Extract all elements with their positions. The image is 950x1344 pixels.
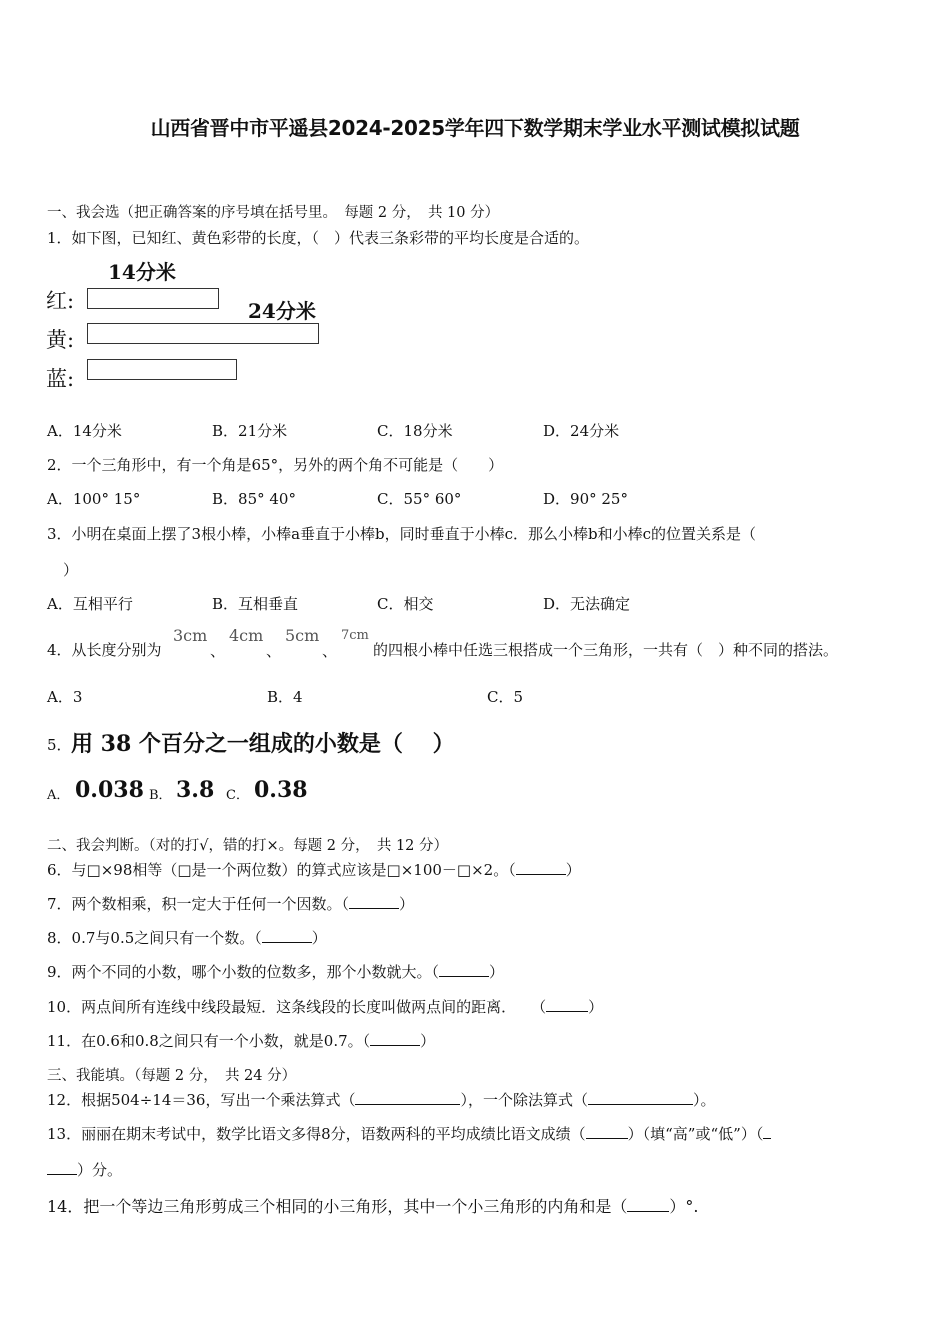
- q1-option-c: C．18分米: [377, 422, 453, 440]
- answer-blank[interactable]: [516, 860, 566, 875]
- q5-option-c-value: 0.38: [254, 777, 308, 803]
- q5-option-b-letter: B．: [149, 788, 172, 803]
- answer-blank[interactable]: [355, 1090, 460, 1105]
- q3-option-a: A．互相平行: [47, 595, 133, 613]
- q5-option-a-letter: A．: [47, 788, 70, 803]
- blue-ribbon-bar: [87, 359, 237, 380]
- section-one-heading: 一、我会选（把正确答案的序号填在括号里。 每题 2 分， 共 10 分）: [47, 205, 500, 221]
- judge-item: [47, 961, 504, 982]
- answer-blank[interactable]: [627, 1197, 669, 1212]
- close-paren: ）: [311, 929, 327, 947]
- q3-option-d: D．无法确定: [543, 595, 631, 613]
- close-paren: ）: [399, 895, 415, 913]
- q13-part-b: ）（填“高”或“低”）（: [627, 1125, 764, 1143]
- question-12: [47, 1089, 716, 1110]
- yellow-ribbon-bar: [87, 323, 319, 344]
- answer-blank[interactable]: [262, 928, 312, 943]
- judge-10-text: 10．两点间所有连线中线段最短．这条线段的长度叫做两点间的距离． （: [47, 998, 547, 1016]
- judge-8-text: 8．0.7与0.5之间只有一个数。（: [47, 929, 262, 947]
- q2-option-d: D．90° 25°: [543, 490, 628, 508]
- answer-blank[interactable]: [546, 997, 588, 1012]
- judge-6-text: 6．与□×98相等（□是一个两位数）的算式应该是□×100－□×2。（: [47, 861, 516, 879]
- judge-item: [47, 1030, 435, 1051]
- red-ribbon-label: 红:: [46, 289, 75, 313]
- q1-option-d: D．24分米: [543, 422, 620, 440]
- answer-blank[interactable]: [370, 1031, 420, 1046]
- yellow-ribbon-label: 黄:: [46, 328, 75, 352]
- q4-option-a: A．3: [47, 688, 83, 706]
- judge-item: [47, 996, 603, 1017]
- judge-11-text: 11．在0.6和0.8之间只有一个小数，就是0.7。（: [47, 1032, 371, 1050]
- close-paren: ）: [489, 963, 505, 981]
- red-length-label: 14分米: [108, 260, 176, 284]
- q12-part-b: ），一个除法算式（: [460, 1091, 588, 1109]
- q1-option-a: A．14分米: [47, 422, 122, 440]
- length-7cm: 7cm: [341, 628, 369, 643]
- blue-ribbon-label: 蓝:: [46, 367, 75, 391]
- answer-blank[interactable]: [47, 1160, 77, 1175]
- q1-option-b: B．21分米: [212, 422, 288, 440]
- q3-option-b: B．互相垂直: [212, 595, 299, 613]
- answer-blank[interactable]: [588, 1090, 693, 1105]
- answer-blank[interactable]: [439, 962, 489, 977]
- q2-option-b: B．85° 40°: [212, 490, 296, 508]
- question-14: [47, 1194, 698, 1217]
- question-3-text: 3．小明在桌面上摆了3根小棒，小棒a垂直于小棒b，同时垂直于小棒c．那么小棒b和小棒c的位置关系是（: [47, 525, 757, 543]
- length-3cm: 3cm: [173, 626, 208, 645]
- judge-item: [47, 893, 414, 914]
- length-4cm: 4cm: [229, 626, 264, 645]
- q5-option-b-value: 3.8: [176, 777, 215, 803]
- question-3-text-cont: ）: [63, 561, 79, 579]
- q4-option-b: B．4: [267, 688, 303, 706]
- length-5cm: 5cm: [285, 626, 320, 645]
- section-three-heading: 三、我能填。（每题 2 分， 共 24 分）: [47, 1068, 297, 1084]
- answer-blank[interactable]: [349, 894, 399, 909]
- close-paren: ）: [565, 861, 581, 879]
- q4-option-c: C．5: [487, 688, 524, 706]
- q13-part-c: ）分。: [77, 1161, 123, 1179]
- judge-7-text: 7．两个数相乘，积一定大于任何一个因数。（: [47, 895, 350, 913]
- question-1-text: 1．如下图，已知红、黄色彩带的长度，（ ）代表三条彩带的平均长度是合适的。: [47, 229, 590, 247]
- page-title: 山西省晋中市平遥县2024-2025学年四下数学期末学业水平测试模拟试题: [150, 116, 800, 140]
- question-4-suffix: 的四根小棒中任选三根搭成一个三角形，一共有（ ）种不同的搭法。: [373, 641, 839, 659]
- q13-part-a: 13．丽丽在期末考试中，数学比语文多得8分，语数两科的平均成绩比语文成绩（: [47, 1125, 586, 1143]
- question-5-number: 5．: [47, 736, 72, 754]
- close-paren: ）: [588, 998, 604, 1016]
- answer-blank[interactable]: [763, 1124, 771, 1139]
- q12-part-c: ）。: [692, 1091, 716, 1109]
- judge-9-text: 9．两个不同的小数，哪个小数的位数多，那个小数就大。（: [47, 963, 440, 981]
- question-5-text: 用 38 个百分之一组成的小数是（ ）: [71, 731, 455, 757]
- question-2-text: 2．一个三角形中，有一个角是65°，另外的两个角不可能是（ ）: [47, 456, 504, 474]
- yellow-length-label: 24分米: [248, 299, 316, 323]
- q14-part-b: ）°.: [669, 1197, 699, 1216]
- question-4-prefix: 4．从长度分别为: [47, 641, 162, 659]
- q12-part-a: 12．根据504÷14＝36，写出一个乘法算式（: [47, 1091, 356, 1109]
- q2-option-a: A．100° 15°: [47, 490, 141, 508]
- length-separator: 、: [266, 642, 282, 660]
- close-paren: ）: [420, 1032, 436, 1050]
- q14-part-a: 14．把一个等边三角形剪成三个相同的小三角形，其中一个小三角形的内角和是（: [47, 1197, 628, 1216]
- length-separator: 、: [322, 642, 338, 660]
- question-13-cont: [47, 1159, 122, 1180]
- judge-item: [47, 859, 581, 880]
- q2-option-c: C．55° 60°: [377, 490, 462, 508]
- length-separator: 、: [210, 642, 226, 660]
- q5-option-c-letter: C．: [226, 788, 249, 803]
- judge-item: [47, 927, 327, 948]
- section-two-heading: 二、我会判断。（对的打√，错的打×。每题 2 分， 共 12 分）: [47, 838, 448, 854]
- q5-option-a-value: 0.038: [75, 777, 144, 803]
- question-13: [47, 1123, 771, 1144]
- answer-blank[interactable]: [586, 1124, 628, 1139]
- q3-option-c: C．相交: [377, 595, 434, 613]
- red-ribbon-bar: [87, 288, 219, 309]
